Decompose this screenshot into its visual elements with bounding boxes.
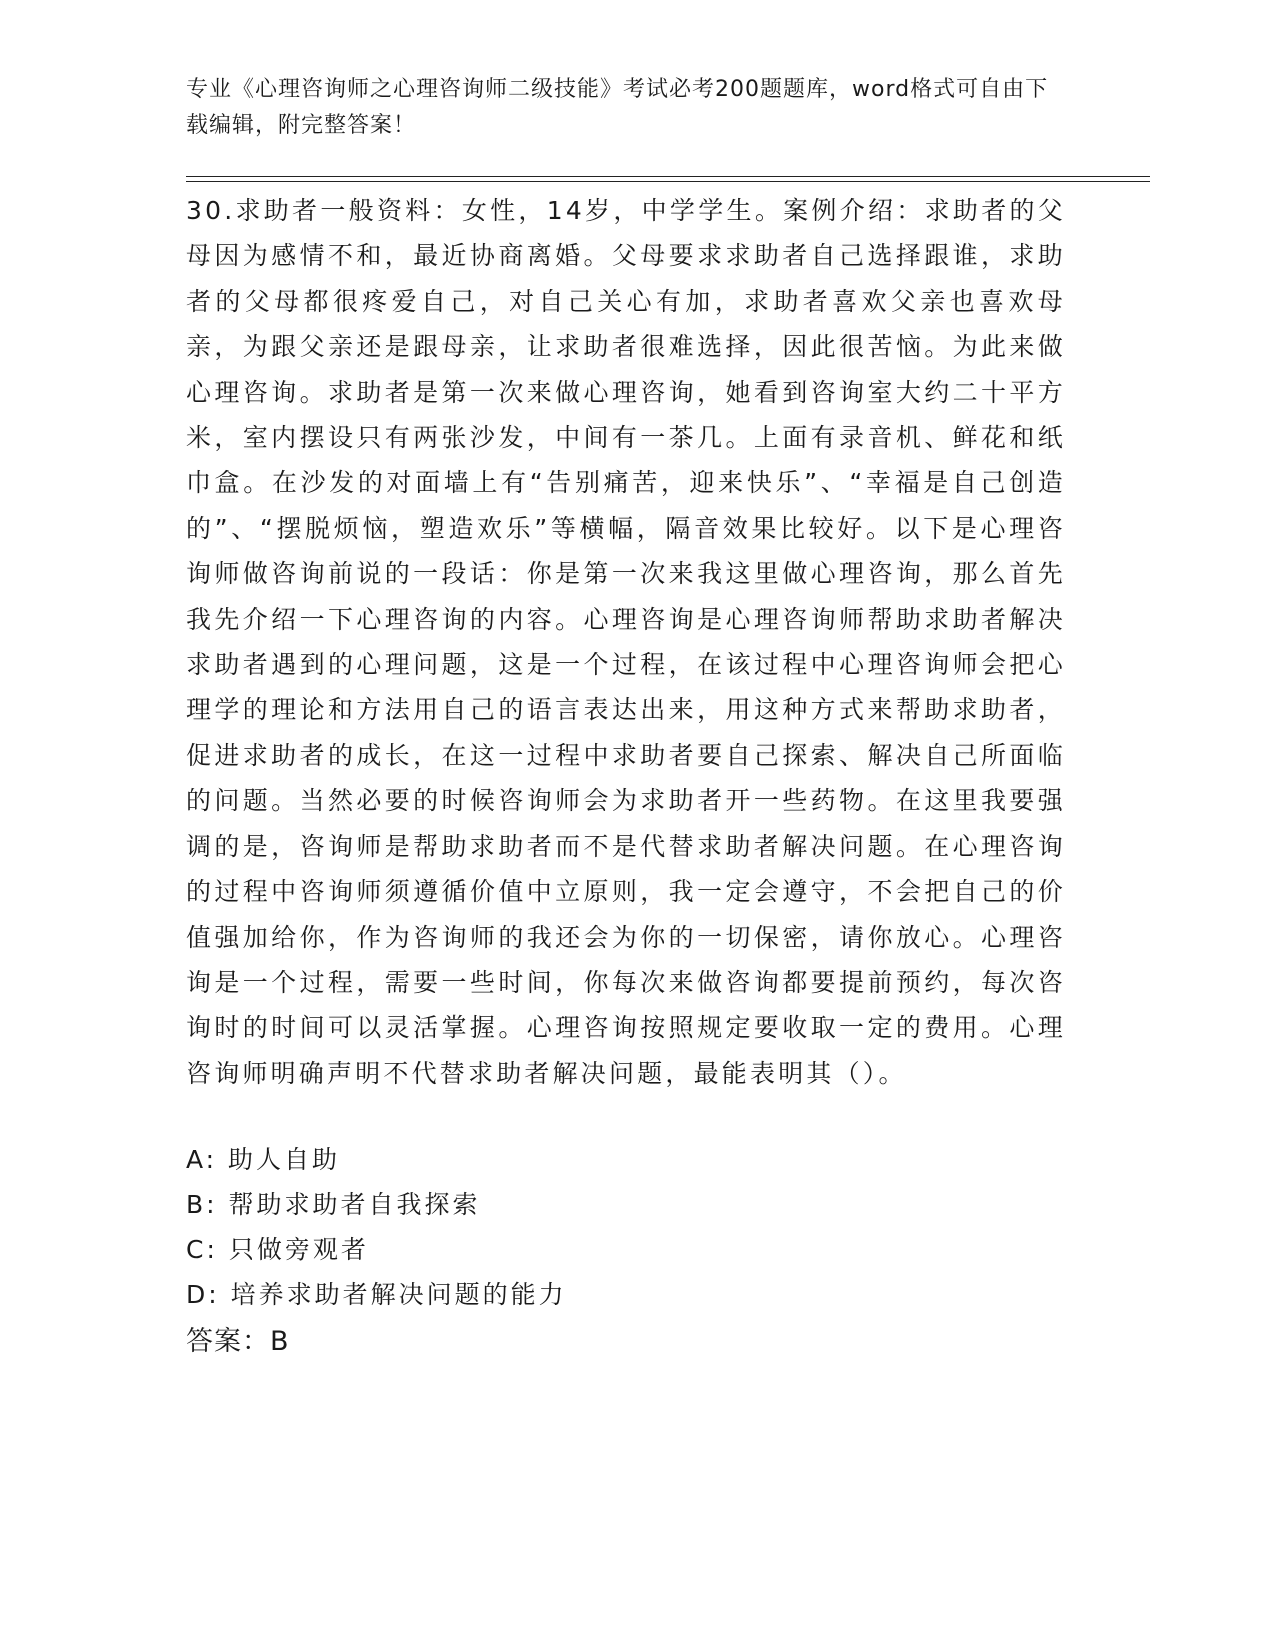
page-header (186, 72, 1066, 144)
option-text: 只做旁观者 (228, 1235, 369, 1264)
option-b (186, 1182, 1066, 1227)
option-label: D: (186, 1280, 220, 1309)
question-text: 30.求助者一般资料：女性，14岁，中学学生。案例介绍：求助者的父母因为感情不和，最近协商离婚。父母要求求助者自己选择跟谁，求助者的父母都很疼爱自己，对自己关心有加，求助者喜欢父亲也喜欢母亲，为跟父亲还是跟母亲，让求助者很难选择，因此很苦恼。为此来做心理咨询。求助者是第一次来做心理咨询，她看到咨询室大约二十平方米，室内摆设只有两张沙发，中间有一茶几。上面有录音机、鲜花和纸巾盒。在沙发的对面墙上有“告别痛苦，迎来快乐”、“幸福是自己创造的”、“摆脱烦恼，塑造欢乐”等横幅，隔音效果比较好。以下是心理咨询师做咨询前说的一段话：你是第一次来我这里做心理咨询，那么首先我先介绍一下心理咨询的内容。心理咨询是心理咨询师帮助求助者解决求助者遇到的心理问题，这是一个过程，在该过程中心理咨询师会把心理学的理论和方法用自己的语言表达出来，用这种方式来帮助求助者，促进求助者的成长，在这一过程中求助者要自己探索、解决自己所面临的问题。当然必要的时候咨询师会为求助者开一些药物。在这里我要强调的是，咨询师是帮助求助者而不是代替求助者解决问题。在心理咨询的过程中咨询师须遵循价值中立原则，我一定会遵守，不会把自己的价值强加给你，作为咨询师的我还会为你的一切保密，请你放心。心理咨询是一个过程，需要一些时间，你每次来做咨询都要提前预约，每次咨询时的时间可以灵活掌握。心理咨询按照规定要收取一定的费用。心理咨询师明确声明不代替求助者解决问题，最能表明其（）。 (186, 196, 1066, 1088)
answer-value: B (270, 1326, 290, 1357)
option-text: 帮助求助者自我探索 (228, 1190, 481, 1219)
option-label: B: (186, 1190, 218, 1219)
option-label: A: (186, 1145, 218, 1174)
option-label: C: (186, 1235, 218, 1264)
option-c (186, 1227, 1066, 1272)
options-list (186, 1137, 1066, 1317)
option-d (186, 1272, 1066, 1317)
option-text: 助人自助 (228, 1145, 341, 1174)
header-text: 专业《心理咨询师之心理咨询师二级技能》考试必考200题题库，word格式可自由下载编辑，附完整答案！ (186, 77, 1049, 138)
answer-line (186, 1322, 290, 1362)
option-text: 培养求助者解决问题的能力 (230, 1280, 567, 1309)
option-a (186, 1137, 1066, 1182)
header-divider (186, 176, 1150, 182)
answer-label: 答案： (186, 1326, 270, 1357)
